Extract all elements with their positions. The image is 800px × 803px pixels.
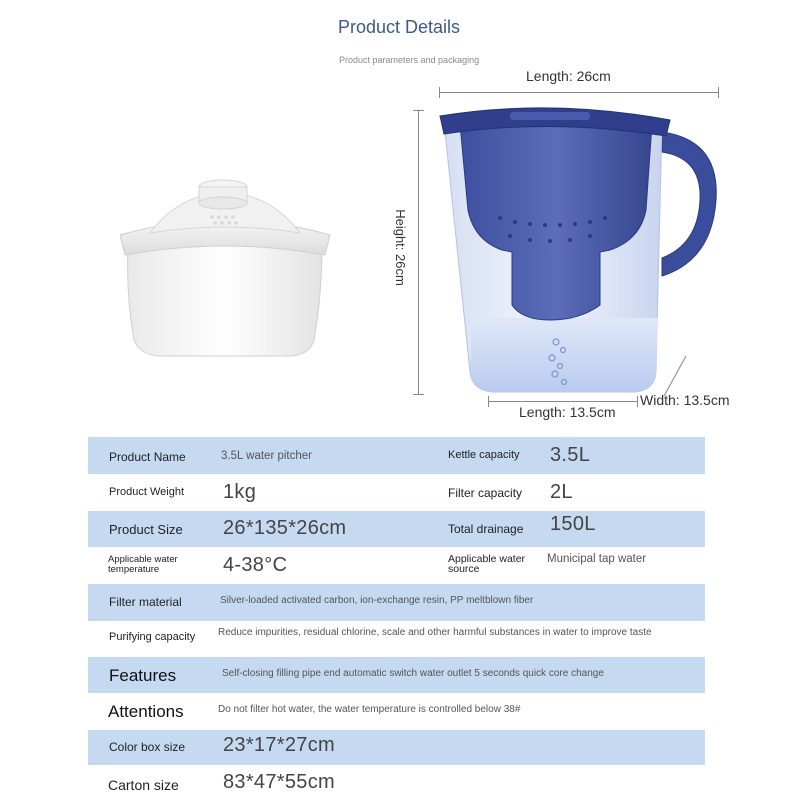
product-name-value: 3.5L water pitcher	[221, 450, 312, 462]
filter-material-value: Silver-loaded activated carbon, ion-exchange resin, PP meltblown fiber	[220, 595, 534, 606]
total-drainage-value: 150L	[550, 513, 596, 535]
height-tick-top	[413, 110, 424, 111]
carton-size-label: Carton size	[108, 777, 179, 793]
table-row	[88, 474, 705, 511]
product-size-label: Product Size	[109, 522, 183, 537]
temperature-label: Applicable water temperature	[108, 554, 178, 575]
color-box-size-value: 23*17*27cm	[223, 734, 335, 756]
length-top-label: Length: 26cm	[526, 68, 611, 84]
product-weight-value: 1kg	[223, 481, 257, 503]
product-name-label: Product Name	[109, 450, 186, 464]
table-row	[88, 584, 705, 621]
filter-capacity-value: 2L	[550, 481, 573, 503]
carton-size-value: 83*47*55cm	[223, 771, 335, 793]
table-row	[88, 765, 705, 803]
width-label: Width: 13.5cm	[640, 392, 730, 408]
page-title: Product Details	[338, 17, 461, 37]
kettle-capacity-value: 3.5L	[550, 444, 591, 466]
length-bottom-dimension-line	[488, 401, 638, 402]
product-weight-label: Product Weight	[109, 486, 185, 498]
table-row	[88, 693, 705, 730]
attentions-label: Attentions	[108, 702, 184, 721]
length-top-dimension-line	[439, 92, 719, 93]
table-row	[88, 730, 705, 765]
table-row	[88, 511, 705, 547]
height-dimension-line	[418, 110, 419, 395]
water-source-label: Applicable water source	[448, 553, 526, 575]
table-row	[88, 621, 705, 657]
height-label: Height: 26cm	[392, 209, 408, 286]
purifying-capacity-value: Reduce impurities, residual chlorine, scale and other harmful substances in water to improve taste	[218, 627, 652, 638]
length-top-tick-right	[718, 87, 719, 98]
features-value: Self-closing filling pipe end automatic switch water outlet 5 seconds quick core change	[222, 668, 604, 679]
page-subtitle: Product parameters and packaging	[339, 55, 480, 65]
total-drainage-label: Total drainage	[448, 522, 524, 536]
attentions-value: Do not filter hot water, the water temperature is controlled below 38#	[218, 704, 521, 715]
filter-cartridge-image	[120, 175, 340, 365]
table-row	[88, 547, 705, 584]
filter-material-label: Filter material	[109, 595, 182, 609]
features-label: Features	[109, 666, 177, 685]
table-row	[88, 657, 705, 693]
height-tick-bottom	[413, 394, 424, 395]
length-bottom-label: Length: 13.5cm	[519, 404, 616, 420]
kettle-capacity-label: Kettle capacity	[448, 449, 520, 461]
spec-table	[88, 437, 705, 803]
water-source-value: Municipal tap water	[547, 553, 647, 565]
length-bottom-tick-left	[488, 396, 489, 407]
length-bottom-tick-right	[637, 396, 638, 407]
product-size-value: 26*135*26cm	[223, 517, 347, 539]
filter-capacity-label: Filter capacity	[448, 486, 523, 500]
purifying-capacity-label: Purifying capacity	[109, 631, 196, 643]
temperature-value: 4-38°C	[223, 554, 288, 576]
length-top-tick-left	[439, 87, 440, 98]
color-box-size-label: Color box size	[109, 740, 186, 754]
table-row	[88, 437, 705, 474]
